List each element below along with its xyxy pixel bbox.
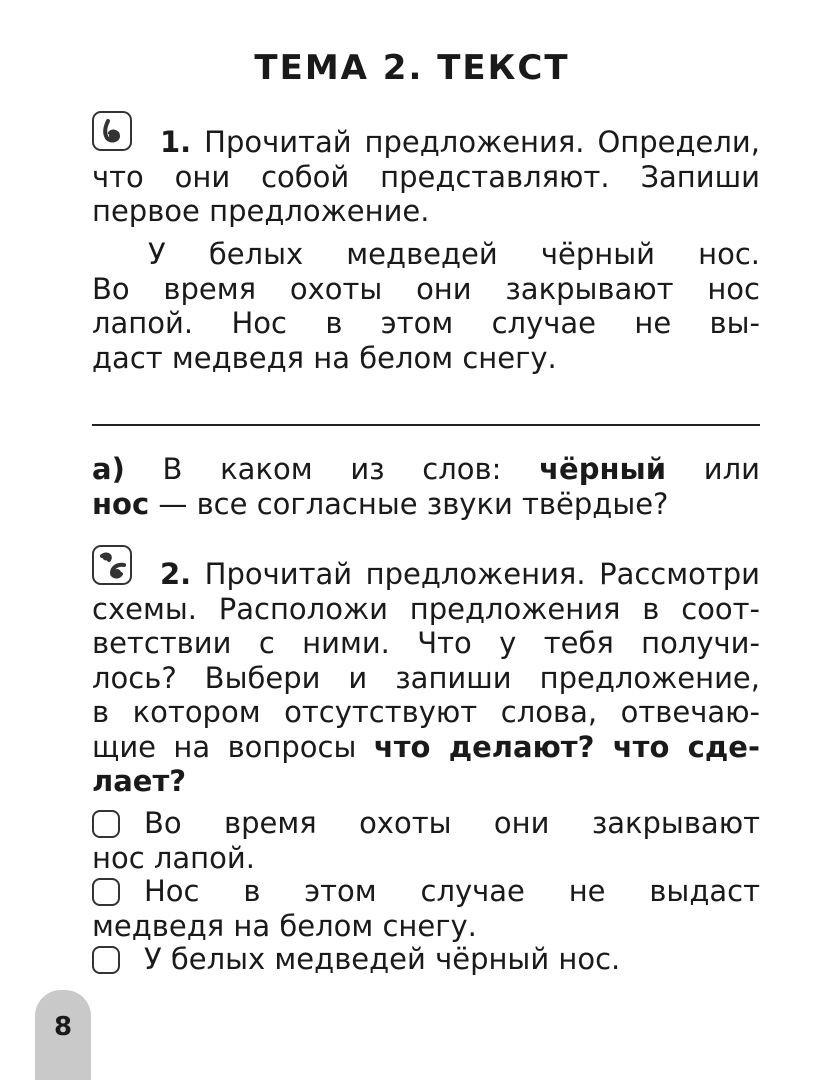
option-checkbox[interactable] xyxy=(92,878,120,906)
task2-instruction-line: лось? Выбери и запиши предложение, xyxy=(92,660,760,695)
task1-text-line: лапой. Нос в этом случае не вы- xyxy=(92,306,760,340)
option-3 xyxy=(92,942,760,977)
task1-instruction-line: Прочитай предложения. Определи, xyxy=(191,125,760,159)
task2-instruction-line: схемы. Расположи предложения в соот- xyxy=(92,591,760,626)
task1-text-line: даст медведя на белом снегу. xyxy=(92,340,557,375)
question-label: а) xyxy=(92,452,125,486)
task1-question: а) В каком из слов: чёрный или нос — все согласные звуки твёрдые? xyxy=(92,452,761,521)
word-chernyi: чёрный xyxy=(539,452,667,486)
task1-instruction-line: первое предложение. xyxy=(92,194,430,228)
page-title: ТЕМА 2. ТЕКСТ xyxy=(254,48,570,88)
task1-number: 1. xyxy=(160,125,192,159)
option-text: Нос в этом случае не выдаст xyxy=(144,874,760,908)
task2-number: 2. xyxy=(160,557,192,591)
task2-instruction: 2. Прочитай предложения. Рассмотри схемы. Расположи предложения в соот- ветствии с ними. Что у тебя получи- лось? Выбери и запиши предложение, в котором отсутствуют слова, отвечаю- щие на вопросы что делают? что сде- лает? xyxy=(92,557,760,798)
option-checkbox[interactable] xyxy=(92,810,120,838)
option-2 xyxy=(92,874,760,943)
task1-instruction-line: что они собой представляют. Запиши xyxy=(92,159,760,194)
answer-line[interactable] xyxy=(92,424,760,426)
bold-question: лает? xyxy=(92,764,187,798)
task2-instruction-line: в котором отсутствуют слова, отвечаю- xyxy=(92,695,760,729)
bold-question: что делают? что сде- xyxy=(373,729,760,764)
page-number-tab xyxy=(35,990,91,1080)
task1-text xyxy=(92,237,760,375)
word-nos: нос xyxy=(92,486,150,521)
option-text: У белых медведей чёрный нос. xyxy=(144,942,621,976)
option-text: Во время охоты они закрывают xyxy=(144,806,760,840)
option-checkbox[interactable] xyxy=(92,946,120,974)
option-text: нос лапой. xyxy=(92,840,255,875)
task2-instruction-line: ветствии с ними. Что у тебя получи- xyxy=(92,626,760,660)
option-text: медведя на белом снегу. xyxy=(92,908,477,943)
task1-text-line: У белых медведей чёрный нос. xyxy=(148,237,760,271)
page-number: 8 xyxy=(53,1012,73,1042)
task2-instruction-line: Прочитай предложения. Рассмотри xyxy=(191,557,760,591)
option-1 xyxy=(92,806,760,875)
task1-text-line: Во время охоты они закрывают нос xyxy=(92,271,760,306)
task1-instruction xyxy=(92,125,760,229)
